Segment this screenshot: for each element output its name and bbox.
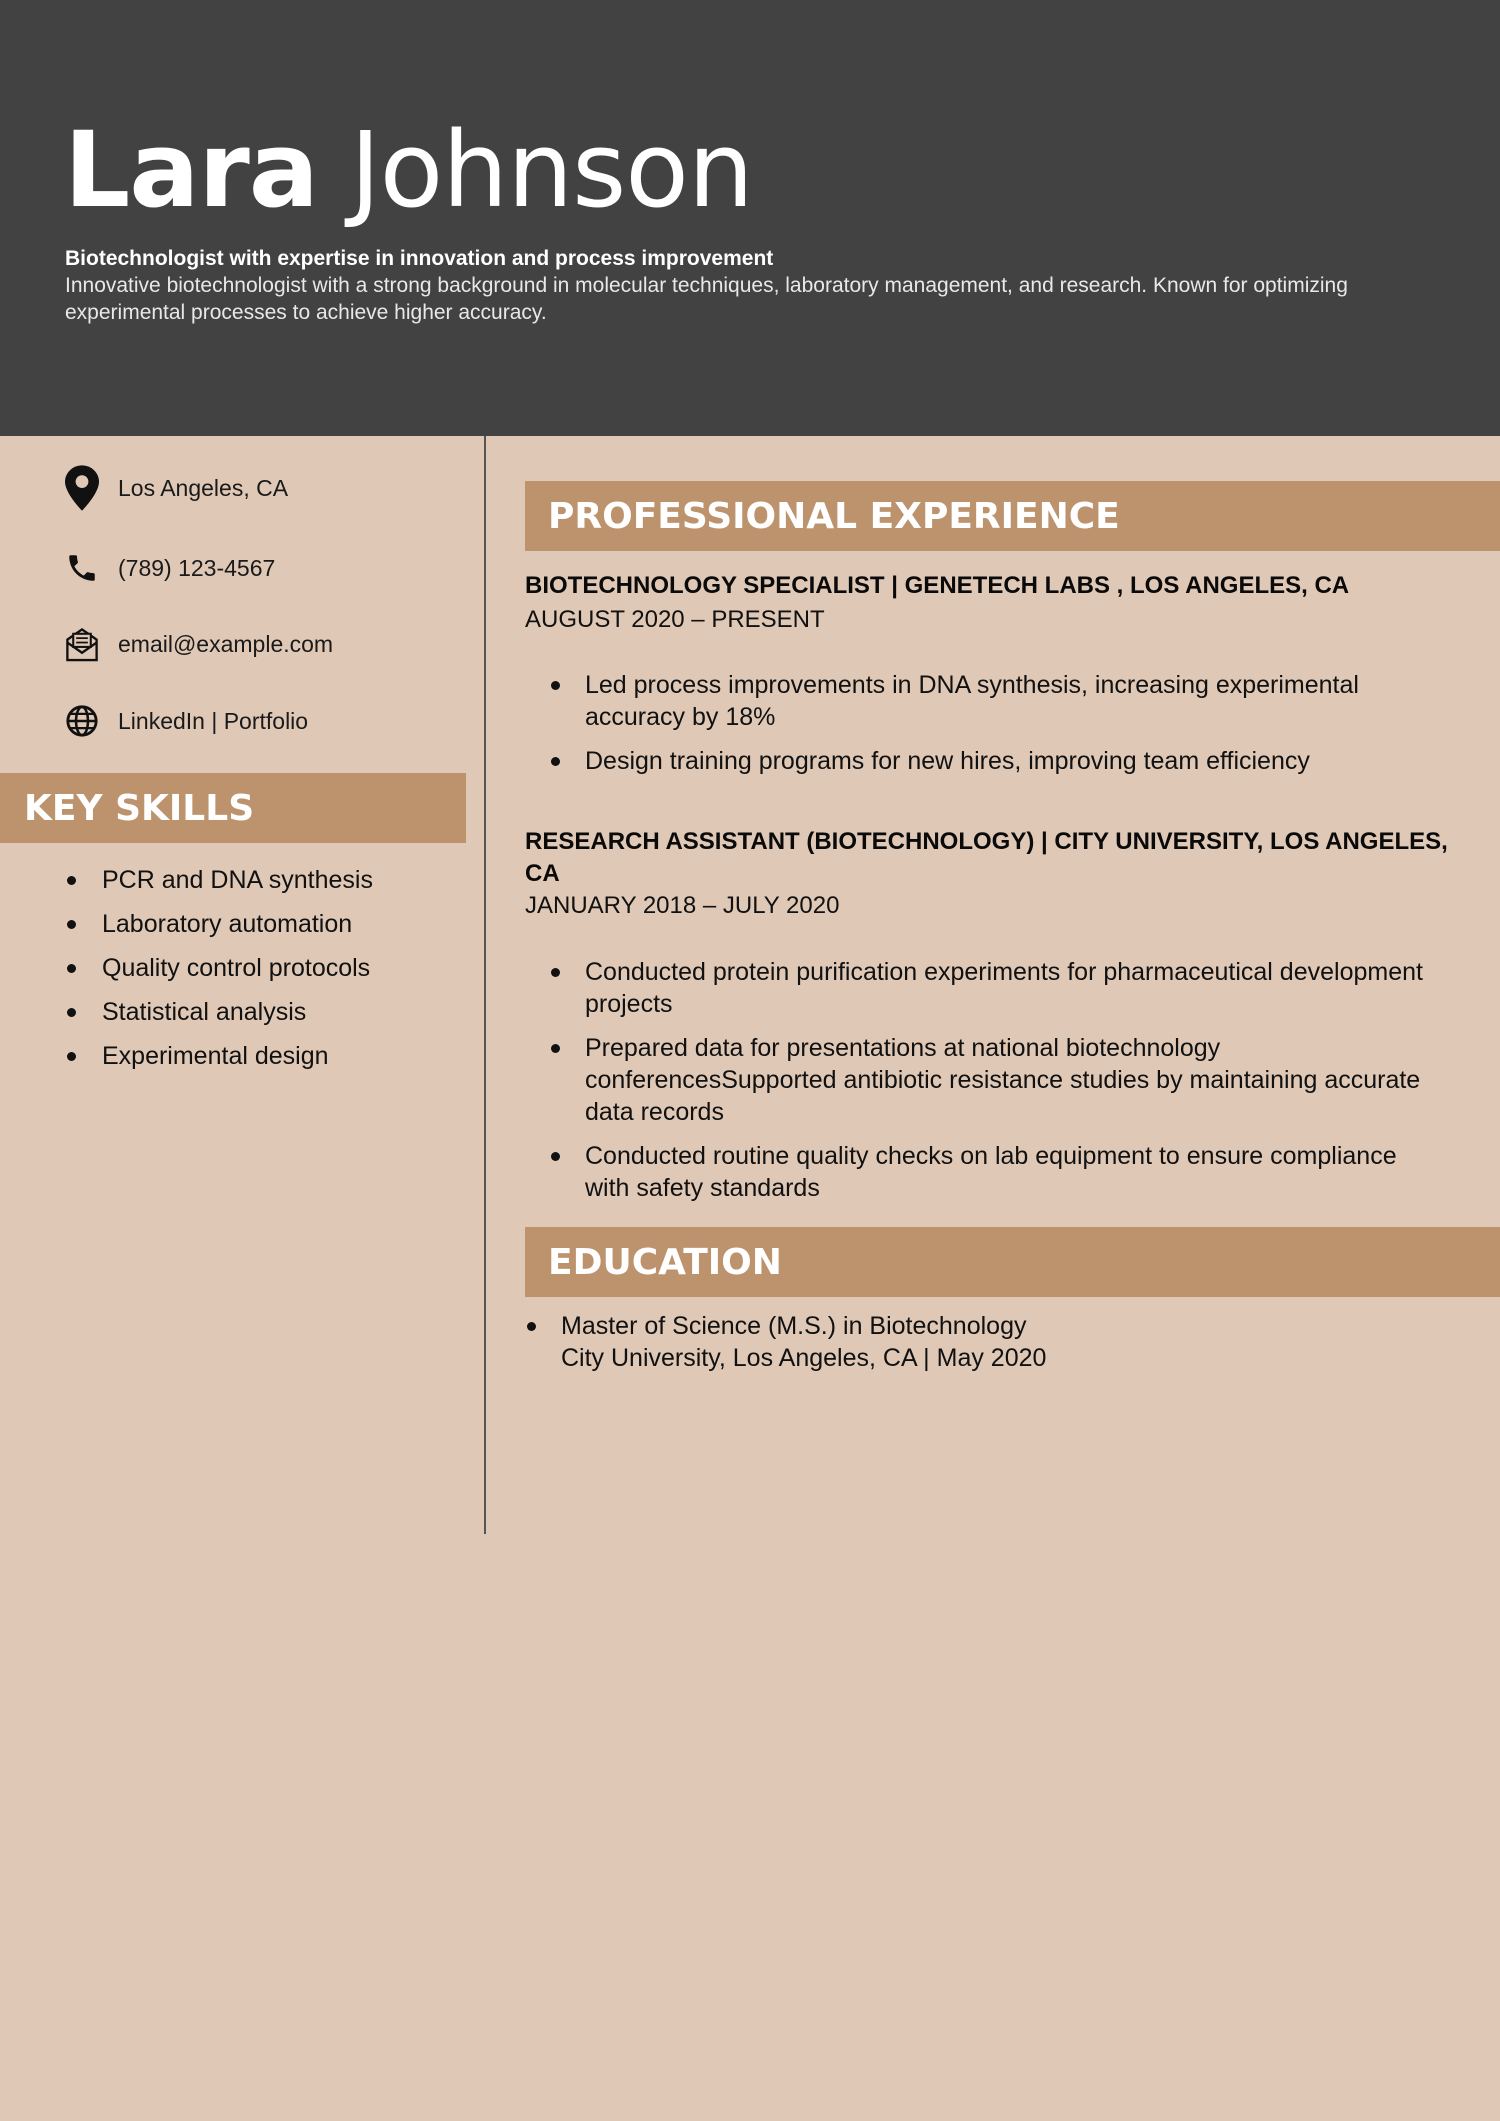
skill-item: PCR and DNA synthesis: [64, 864, 464, 896]
summary: Innovative biotechnologist with a strong background in molecular techniques, laboratory management, and research. Known for optimizing experimental processes to achieve higher accuracy.: [65, 274, 1348, 324]
skill-item: Statistical analysis: [64, 996, 464, 1028]
job-date: AUGUST 2020 – PRESENT: [525, 606, 825, 633]
last-name: Johnson: [349, 109, 753, 231]
skill-item: Experimental design: [64, 1040, 464, 1072]
skill-item: Quality control protocols: [64, 952, 464, 984]
first-name: Lara: [64, 109, 318, 231]
map-pin-icon: [64, 468, 100, 508]
phone-text: (789) 123-4567: [118, 554, 276, 581]
education-list: [525, 1310, 1425, 1374]
phone-icon: [64, 548, 100, 588]
skills-section-header: [0, 773, 466, 843]
job-bullet: Design training programs for new hires, improving team efficiency: [545, 745, 1445, 777]
education-title: EDUCATION: [548, 1241, 782, 1283]
skills-title: KEY SKILLS: [24, 787, 255, 829]
headline: Biotechnologist with expertise in innovation and process improvement: [65, 247, 774, 270]
resume-header: [0, 0, 1500, 436]
links-text[interactable]: LinkedIn | Portfolio: [118, 707, 309, 734]
contact-location: [64, 463, 464, 513]
contact-links: [64, 696, 464, 746]
skill-item: Laboratory automation: [64, 908, 464, 940]
job-bullet: Conducted protein purification experiments for pharmaceutical development projects: [545, 956, 1445, 1020]
contact-email: [64, 619, 464, 669]
experience-section-header: [525, 481, 1500, 551]
job-bullet: Prepared data for presentations at national biotechnology conferencesSupported antibiotic resistance studies by maintaining accurate data records: [545, 1032, 1445, 1128]
experience-title: PROFESSIONAL EXPERIENCE: [548, 495, 1120, 537]
education-item: [525, 1310, 1425, 1374]
job-bullets: [545, 669, 1445, 789]
job-title: RESEARCH ASSISTANT (BIOTECHNOLOGY) | CITY UNIVERSITY, LOS ANGELES, CA: [525, 828, 1448, 887]
degree: Master of Science (M.S.) in Biotechnology: [561, 1312, 1027, 1340]
education-section-header: [525, 1227, 1500, 1297]
contact-phone: [64, 543, 464, 593]
school-details: City University, Los Angeles, CA | May 2020: [561, 1344, 1047, 1372]
email-text: email@example.com: [118, 630, 334, 657]
globe-icon: [64, 701, 100, 741]
job-title: BIOTECHNOLOGY SPECIALIST | GENETECH LABS , LOS ANGELES, CA: [525, 572, 1350, 599]
location-text: Los Angeles, CA: [118, 474, 289, 501]
candidate-name: [64, 110, 753, 230]
envelope-icon: [64, 624, 100, 664]
job-bullet: Conducted routine quality checks on lab equipment to ensure compliance with safety standards: [545, 1140, 1445, 1204]
job-date: JANUARY 2018 – JULY 2020: [525, 892, 840, 919]
column-divider: [484, 436, 486, 1534]
job-bullets: [545, 956, 1445, 1216]
job-bullet: Led process improvements in DNA synthesis, increasing experimental accuracy by 18%: [545, 669, 1445, 733]
skills-list: [64, 864, 464, 1084]
